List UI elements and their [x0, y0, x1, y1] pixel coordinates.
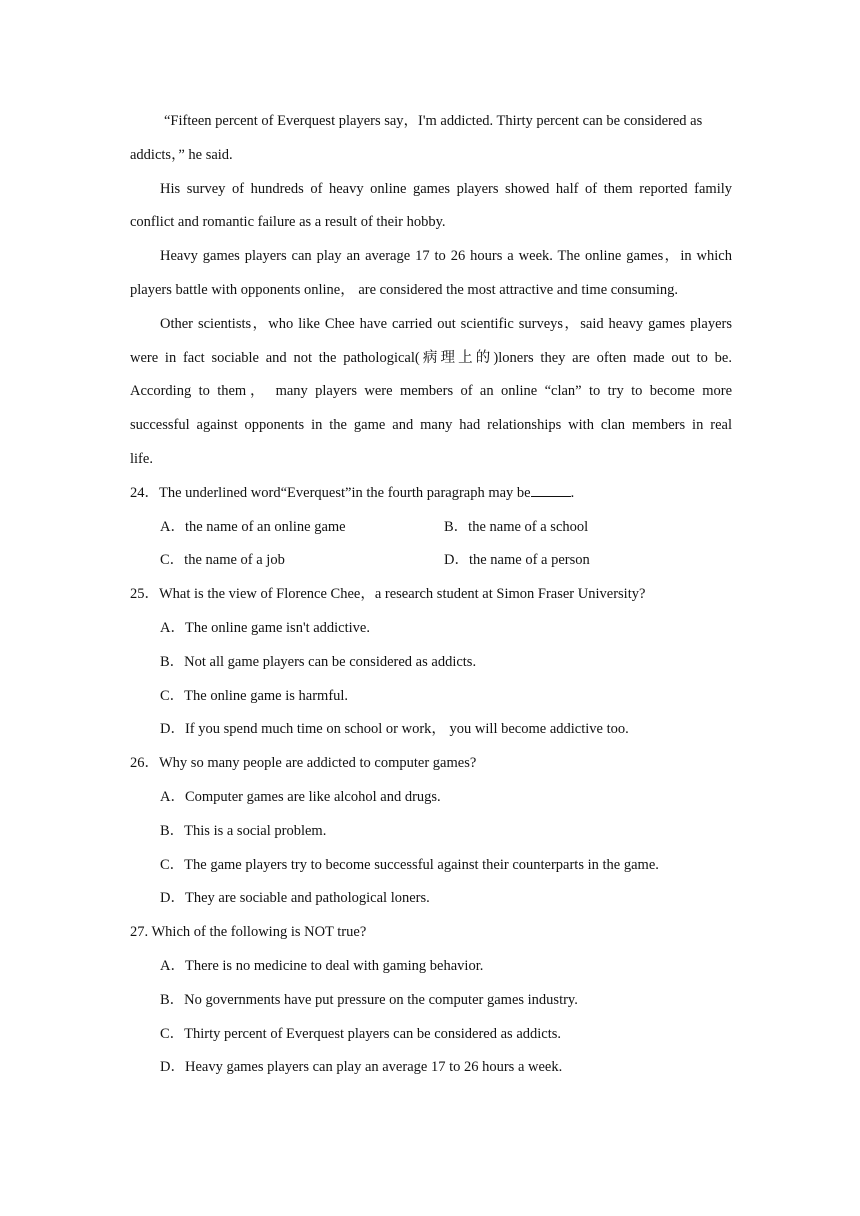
question-26-stem: 26．Why so many people are addicted to computer games?	[130, 755, 477, 772]
question-24-option-c[interactable]: C．the name of a job	[160, 552, 285, 569]
question-24-option-b[interactable]: B．the name of a school	[444, 518, 589, 535]
question-27-stem: 27. Which of the following is NOT true?	[130, 924, 367, 941]
question-25-option-c[interactable]: C．The online game is harmful.	[160, 687, 349, 704]
question-26-option-a[interactable]: A．Computer games are like alcohol and drugs.	[160, 788, 441, 805]
question-25-option-a[interactable]: A．The online game isn't addictive.	[160, 619, 370, 636]
passage-paragraph-1-line-1: “Fifteen percent of Everquest players say，I'm addicted. Thirty percent can be considered as	[164, 113, 703, 129]
question-25-stem: 25．What is the view of Florence Chee，a research student at Simon Fraser University?	[130, 586, 646, 603]
passage-paragraph-1-line-2: addicts，” he said.	[130, 146, 233, 163]
question-26-option-c[interactable]: C．The game players try to become successful against their counterparts in the game.	[160, 856, 659, 873]
question-27-option-b[interactable]: B．No governments have put pressure on the computer games industry.	[160, 991, 578, 1008]
passage-paragraph-3-line-1: Heavy games players can play an average 17 to 26 hours a week. The online games，in which	[160, 248, 732, 265]
document-page	[130, 105, 732, 1085]
answer-blank	[531, 484, 571, 497]
question-24-options-row-2	[130, 544, 732, 578]
question-27-option-a[interactable]: A．There is no medicine to deal with gaming behavior.	[160, 957, 484, 974]
question-27-option-d[interactable]: D．Heavy games players can play an average 17 to 26 hours a week.	[160, 1059, 563, 1076]
question-24-stem-text: 24．The underlined word“Everquest”in the fourth paragraph may be	[130, 484, 531, 501]
question-25-option-d[interactable]: D．If you spend much time on school or work， you will become addictive too.	[160, 721, 629, 738]
question-27-option-c[interactable]: C．Thirty percent of Everquest players can be considered as addicts.	[160, 1025, 562, 1042]
question-26-option-d[interactable]: D．They are sociable and pathological loners.	[160, 890, 430, 907]
question-24-options-row-1	[130, 511, 732, 545]
passage-paragraph-4-line-3: According to them， many players were members of an online “clan” to try to become more	[130, 383, 732, 400]
passage-paragraph-2-line-1: His survey of hundreds of heavy online games players showed half of them reported family	[160, 180, 732, 197]
question-25-option-b[interactable]: B．Not all game players can be considered as addicts.	[160, 653, 477, 670]
passage-paragraph-3-line-2: players battle with opponents online， are considered the most attractive and time consuming.	[130, 281, 679, 298]
question-24-stem-end: .	[570, 484, 575, 501]
question-26-option-b[interactable]: B．This is a social problem.	[160, 822, 327, 839]
passage-paragraph-2-line-2: conflict and romantic failure as a result of their hobby.	[130, 214, 446, 231]
passage-paragraph-4-line-5: life.	[130, 450, 153, 467]
question-24-option-d[interactable]: D．the name of a person	[444, 552, 590, 569]
passage-paragraph-4-line-4: successful against opponents in the game and many had relationships with clan members in real	[130, 417, 732, 434]
question-24-option-a[interactable]: A．the name of an online game	[160, 518, 346, 535]
passage-paragraph-4-line-2: were in fact sociable and not the pathological(病理上的)loners they are often made out to be.	[130, 349, 732, 366]
passage-paragraph-4-line-1: Other scientists，who like Chee have carried out scientific surveys，said heavy games players	[160, 315, 732, 332]
question-24-stem	[130, 477, 732, 511]
